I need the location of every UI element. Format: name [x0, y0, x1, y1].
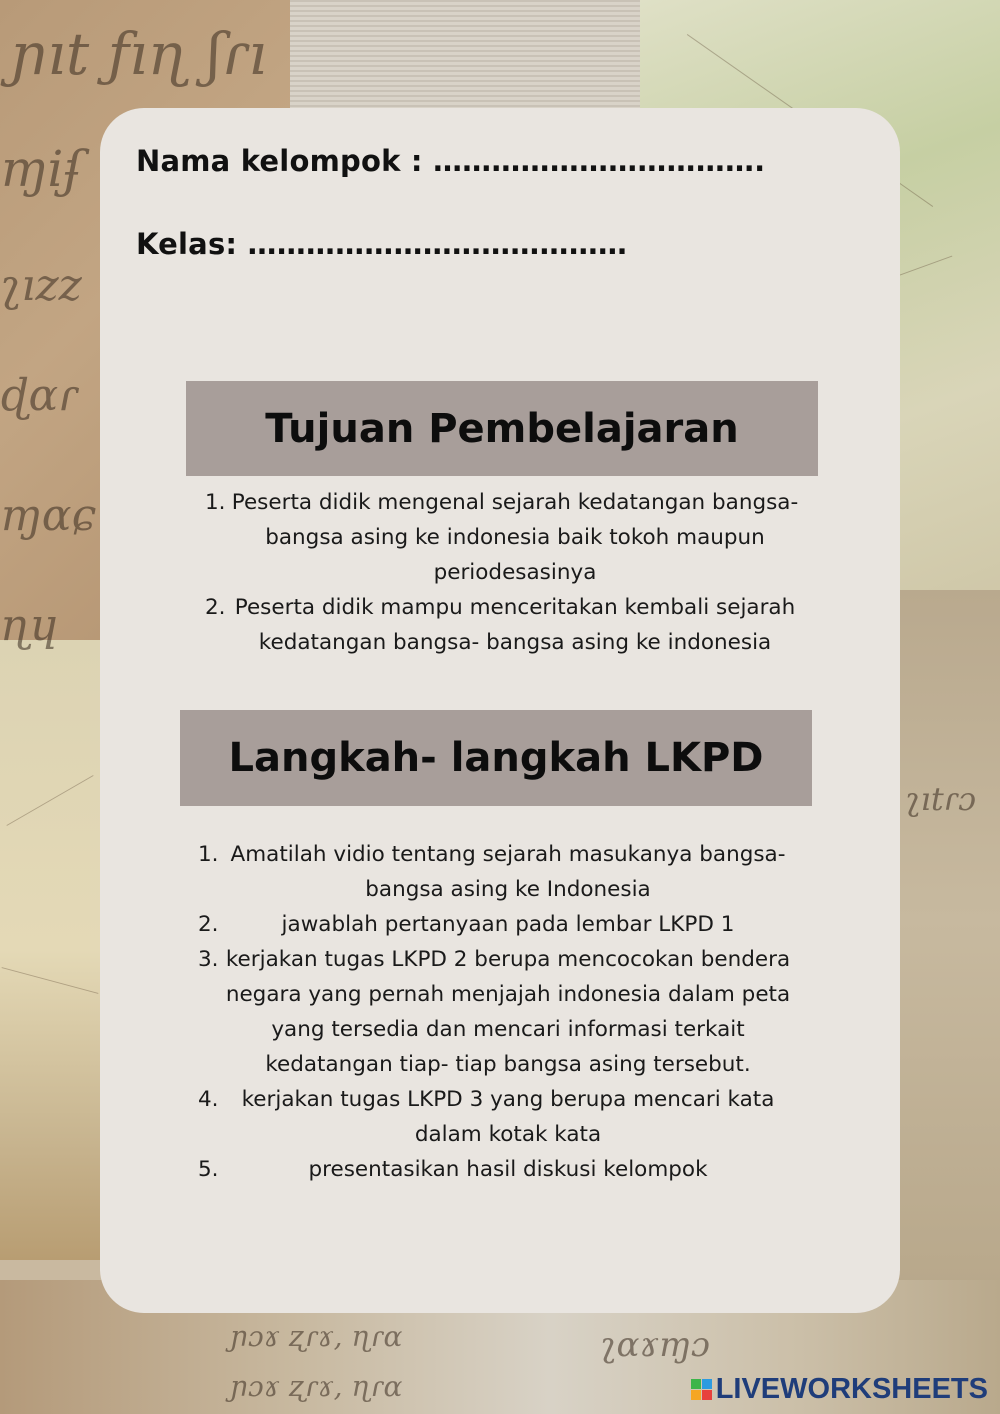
objective-item: [205, 485, 825, 590]
background-script: ɳɥ: [0, 600, 59, 651]
step-text: yang tersedia dan mencari informasi terkait: [271, 1017, 745, 1042]
objective-item: [205, 590, 825, 660]
step-text: kerjakan tugas LKPD 2 berupa mencocokan bendera: [225, 947, 791, 972]
objective-text: bangsa asing ke indonesia baik tokoh maupun: [265, 525, 765, 550]
step-number: 5.: [198, 1157, 219, 1182]
step-text: kedatangan tiap- tiap bangsa asing tersebut.: [265, 1052, 751, 1077]
background-map-left: [0, 640, 110, 1260]
step-number: 3.: [198, 947, 219, 972]
liveworksheets-logo-text: LIVEWORKSHEETS: [715, 1373, 988, 1405]
step-item: [198, 837, 818, 907]
objective-text: Peserta didik mampu menceritakan kembali sejarah: [234, 595, 796, 620]
objective-number: 1.: [205, 490, 226, 515]
background-newspaper: [290, 0, 670, 110]
liveworksheets-logo-icon: [691, 1379, 712, 1400]
step-number: 2.: [198, 912, 219, 937]
step-text: negara yang pernah menjajah indonesia dalam peta: [225, 982, 791, 1007]
step-item: [198, 907, 818, 942]
step-text: kerjakan tugas LKPD 3 yang berupa mencari kata: [241, 1087, 775, 1112]
background-script: ɲɔɤ ʐɾɤ, ɳɾɑ: [230, 1320, 403, 1353]
step-text: dalam kotak kata: [414, 1122, 602, 1147]
class-field[interactable]: Kelas: …………………………………: [136, 227, 628, 261]
steps-banner: [180, 710, 812, 806]
objective-text: kedatangan bangsa- bangsa asing ke indonesia: [258, 630, 772, 655]
steps-list: [198, 837, 818, 1187]
background-script: ʅızz: [0, 260, 82, 311]
objective-number: 2.: [205, 595, 226, 620]
objective-text: Peserta didik mengenal sejarah kedatangan bangsa-: [231, 490, 799, 515]
objective-text: periodesasinya: [433, 560, 597, 585]
step-item: [198, 1152, 818, 1187]
worksheet-card: [100, 108, 900, 1313]
step-text: jawablah pertanyaan pada lembar LKPD 1: [281, 912, 735, 937]
step-item: [198, 942, 818, 1082]
objectives-list: [205, 485, 825, 660]
background-script: ɖɑɾ: [0, 370, 79, 421]
background-script: ʅɑɤɱɔ: [600, 1325, 710, 1365]
step-text: presentasikan hasil diskusi kelompok: [308, 1157, 708, 1182]
step-item: [198, 1082, 818, 1152]
background-script: ɱɑɕ: [0, 490, 97, 541]
background-script: ʅıtɾɔ: [905, 780, 977, 818]
step-text: Amatilah vidio tentang sejarah masukanya bangsa-: [230, 842, 786, 867]
objectives-title: Tujuan Pembelajaran: [265, 405, 739, 452]
step-number: 1.: [198, 842, 219, 867]
background-script: ɲɔɤ ʐɾɤ, ɳɾɑ: [230, 1370, 403, 1403]
liveworksheets-logo[interactable]: [691, 1373, 988, 1406]
background-script: ɲıt ƒıɳ ʃɾı: [10, 20, 267, 88]
step-number: 4.: [198, 1087, 219, 1112]
objectives-banner: [186, 381, 818, 476]
step-text: bangsa asing ke Indonesia: [365, 877, 651, 902]
steps-title: Langkah- langkah LKPD: [228, 735, 764, 781]
group-name-field[interactable]: Nama kelompok : …………………………….: [136, 144, 766, 178]
background-script: ɱiʄ: [0, 140, 82, 198]
